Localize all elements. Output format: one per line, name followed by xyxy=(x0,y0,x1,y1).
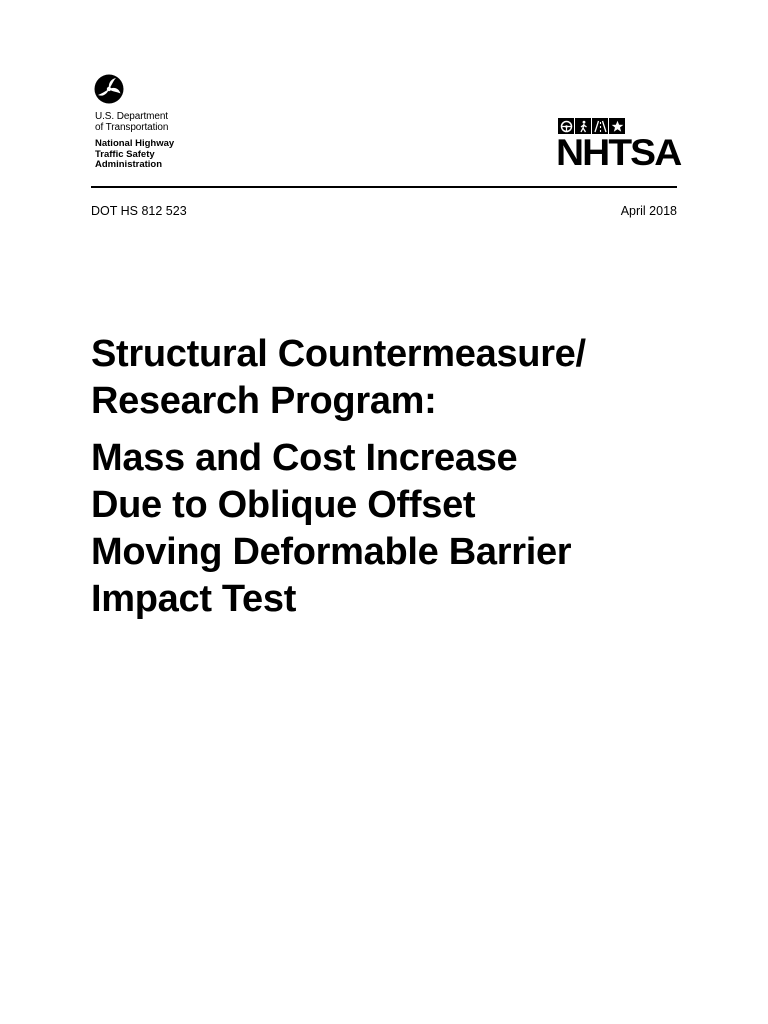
title-line-2: Research Program: xyxy=(91,380,437,422)
agency-name xyxy=(95,139,174,171)
dot-logo-icon xyxy=(94,74,124,104)
title-line-3: Mass and Cost Increase xyxy=(91,437,518,479)
report-title xyxy=(91,331,691,623)
title-line-4: Due to Oblique Offset xyxy=(91,484,476,526)
title-spacer xyxy=(91,425,691,435)
agency-line-3: Administration xyxy=(95,159,163,170)
title-line-5: Moving Deformable Barrier xyxy=(91,531,572,573)
header-divider xyxy=(91,186,677,188)
title-line-6: Impact Test xyxy=(91,578,297,620)
report-date: April 2018 xyxy=(620,204,677,218)
nhtsa-wordmark: NHTSA xyxy=(556,132,681,173)
agency-line-1: National Highway xyxy=(95,138,175,149)
department-line-1: U.S. Department xyxy=(95,111,168,122)
agency-line-2: Traffic Safety xyxy=(95,148,155,160)
department-name xyxy=(95,111,168,133)
title-line-1: Structural Countermeasure/ xyxy=(91,333,586,375)
report-number: DOT HS 812 523 xyxy=(91,204,187,218)
department-line-2: of Transportation xyxy=(95,122,169,133)
